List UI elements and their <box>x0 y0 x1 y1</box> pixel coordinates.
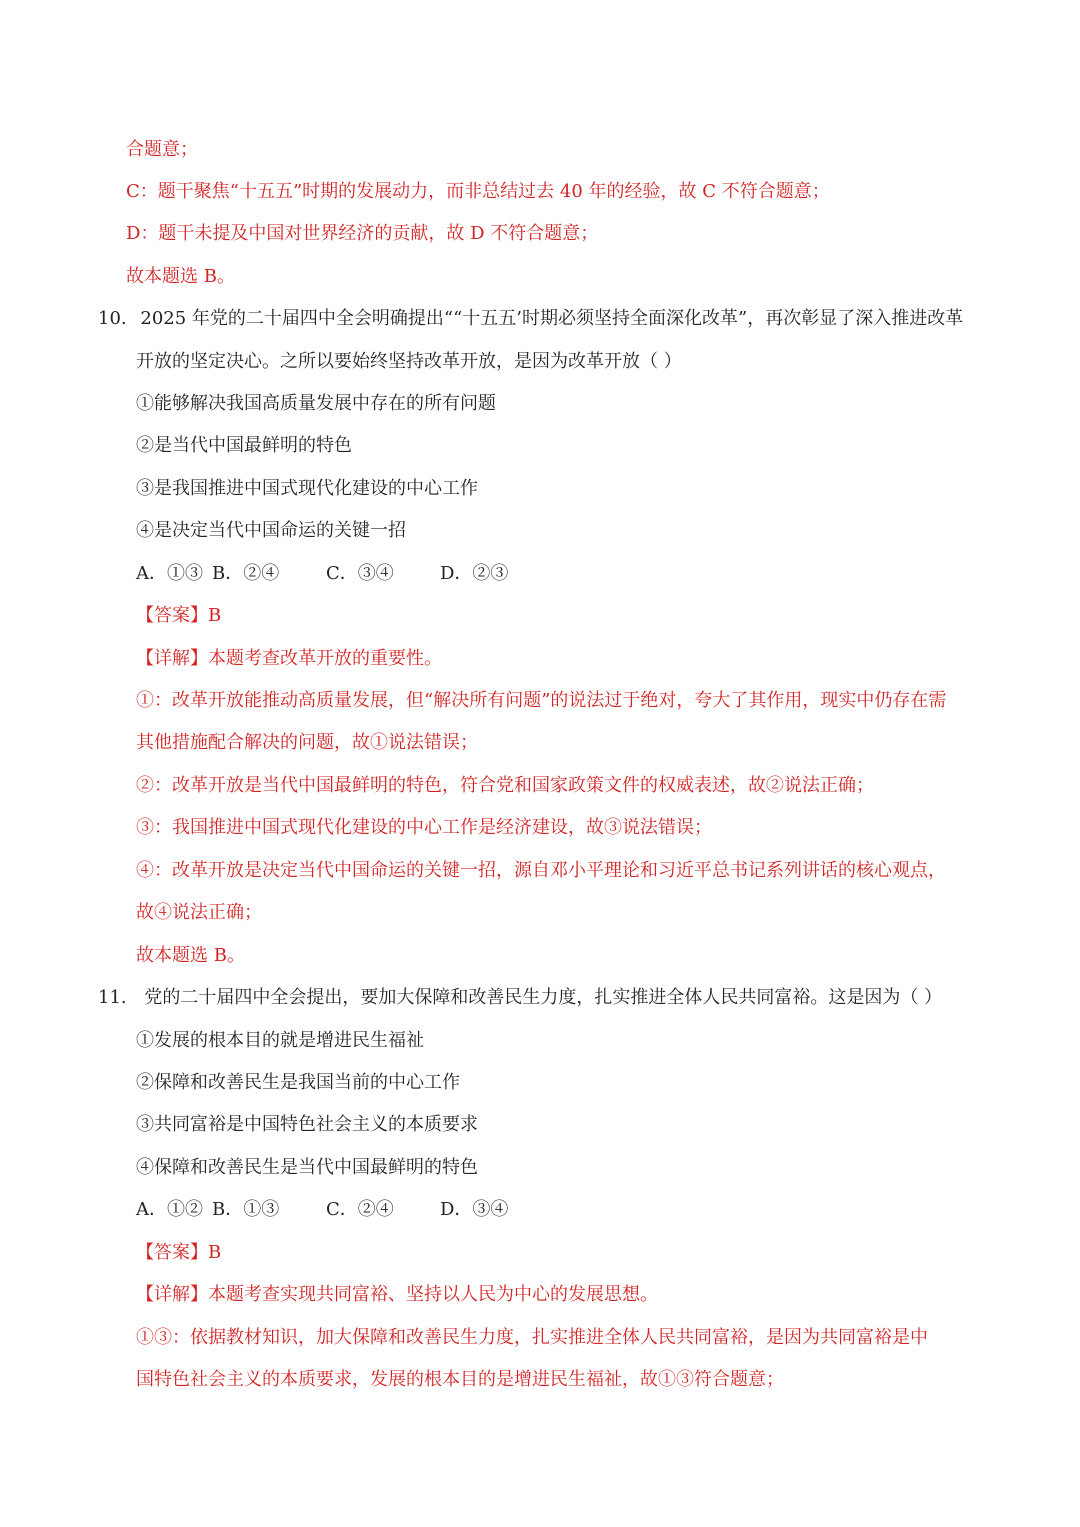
q11-statement-4: ④保障和改善民生是当代中国最鲜明的特色 <box>136 1157 478 1178</box>
prev-conclusion: 故本题选 B。 <box>126 266 235 287</box>
q10-analysis-5: ④：改革开放是决定当代中国命运的关键一招，源自邓小平理论和习近平总书记系列讲话的核心观点， <box>136 860 946 881</box>
q10-statement-2: ②是当代中国最鲜明的特色 <box>136 435 352 456</box>
q10-detail: 【详解】本题考查改革开放的重要性。 <box>136 648 442 669</box>
q11-choice-c: C．②④ <box>326 1199 394 1220</box>
q11-choice-b: B．①③ <box>212 1199 280 1220</box>
q10-analysis-6: 故④说法正确； <box>136 902 262 923</box>
q10-stem-line2: 开放的坚定决心。之所以要始终坚持改革开放，是因为改革开放（ ） <box>136 351 682 372</box>
q11-answer: 【答案】B <box>136 1242 222 1263</box>
q10-analysis-4: ③：我国推进中国式现代化建设的中心工作是经济建设，故③说法错误； <box>136 817 712 838</box>
q11-detail: 【详解】本题考查实现共同富裕、坚持以人民为中心的发展思想。 <box>136 1284 658 1305</box>
q11-choice-a: A．①② <box>136 1199 203 1220</box>
q10-choice-a: A．①③ <box>136 563 203 584</box>
q10-conclusion: 故本题选 B。 <box>136 945 245 966</box>
q10-analysis-3: ②：改革开放是当代中国最鲜明的特色，符合党和国家政策文件的权威表述，故②说法正确； <box>136 775 874 796</box>
q11-statement-1: ①发展的根本目的就是增进民生福祉 <box>136 1030 424 1051</box>
q10-analysis-1: ①：改革开放能推动高质量发展，但“解决所有问题”的说法过于绝对，夸大了其作用，现实中仍存在需 <box>136 690 947 711</box>
q11-choices <box>136 1198 636 1222</box>
prev-explanation-line: 合题意； <box>126 139 198 160</box>
q11-number: 11. <box>98 987 127 1008</box>
q10-statement-1: ①能够解决我国高质量发展中存在的所有问题 <box>136 393 496 414</box>
q10-statement-4: ④是决定当代中国命运的关键一招 <box>136 520 406 541</box>
q11-stem <box>98 986 942 1010</box>
q10-stem-text: 2025 年党的二十届四中全会明确提出““十五五’时期必须坚持全面深化改革”，再次彰显了深入推进改革 <box>140 308 964 329</box>
q11-stem-text: 党的二十届四中全会提出，要加大保障和改善民生力度，扎实推进全体人民共同富裕。这是因为（ ） <box>144 987 943 1008</box>
prev-option-c-explanation: C：题干聚焦“十五五”时期的发展动力，而非总结过去 40 年的经验，故 C 不符合题意； <box>126 181 830 202</box>
q10-analysis-2: 其他措施配合解决的问题，故①说法错误； <box>136 732 478 753</box>
q10-choices <box>136 562 636 586</box>
q11-analysis-2: 国特色社会主义的本质要求，发展的根本目的是增进民生福祉，故①③符合题意； <box>136 1369 784 1390</box>
q11-statement-2: ②保障和改善民生是我国当前的中心工作 <box>136 1072 460 1093</box>
q11-statement-3: ③共同富裕是中国特色社会主义的本质要求 <box>136 1114 478 1135</box>
q10-choice-b: B．②④ <box>212 563 280 584</box>
q10-statement-3: ③是我国推进中国式现代化建设的中心工作 <box>136 478 478 499</box>
q11-analysis-1: ①③：依据教材知识，加大保障和改善民生力度，扎实推进全体人民共同富裕，是因为共同富裕是中 <box>136 1327 928 1348</box>
q10-answer: 【答案】B <box>136 605 222 626</box>
q10-choice-d: D．②③ <box>440 563 509 584</box>
q10-number: 10. <box>98 308 127 329</box>
q10-choice-c: C．③④ <box>326 563 394 584</box>
prev-option-d-explanation: D：题干未提及中国对世界经济的贡献，故 D 不符合题意； <box>126 223 599 244</box>
q11-choice-d: D．③④ <box>440 1199 509 1220</box>
q10-stem-line1 <box>98 307 963 331</box>
